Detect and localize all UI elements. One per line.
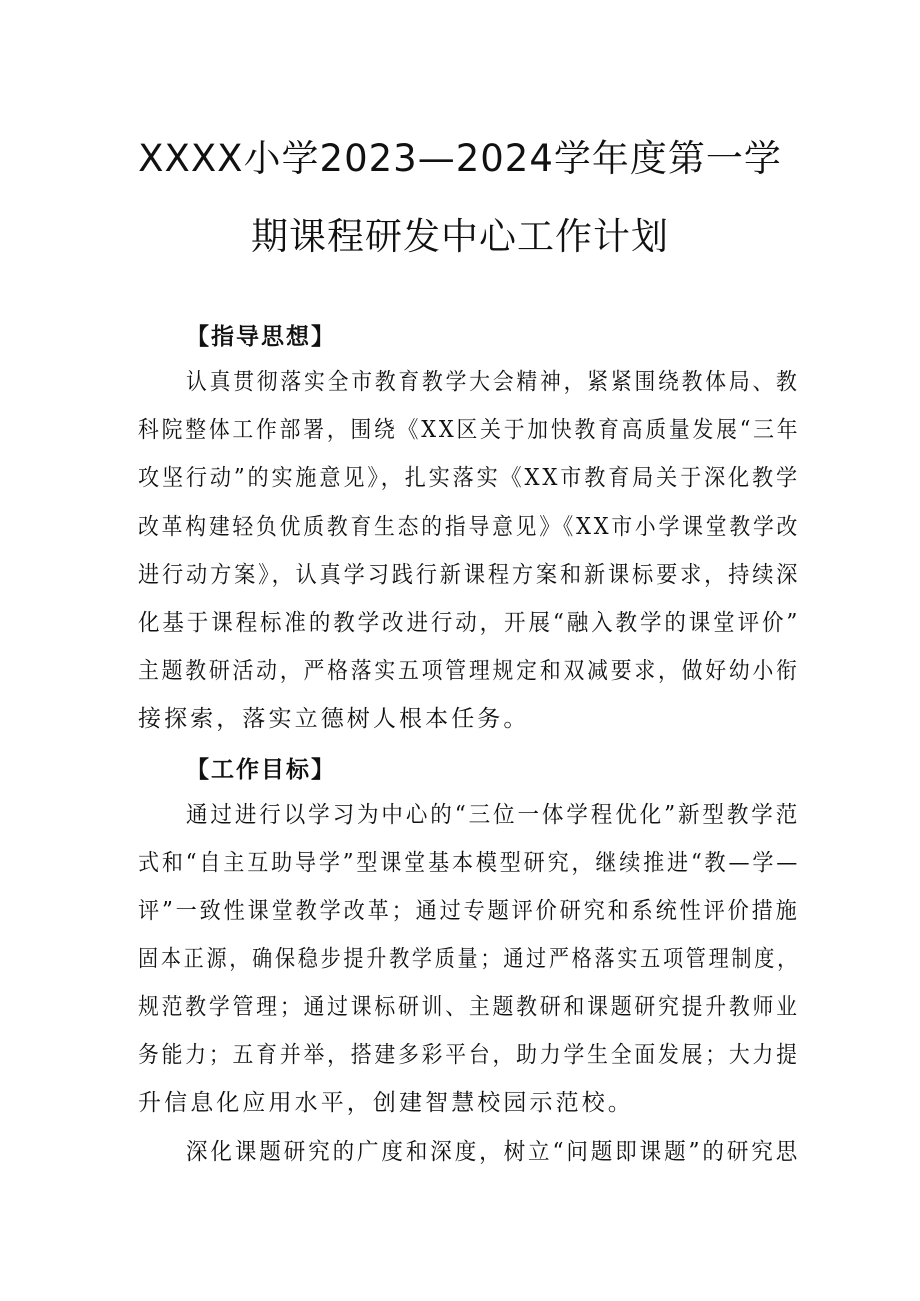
- paragraph-line: 化基于课程标准的教学改进行动，开展“融入教学的课堂评价”: [138, 610, 801, 636]
- paragraph-line: 升信息化应用水平，创建智慧校园示范校。: [138, 1090, 634, 1116]
- paragraph-line: 深化课题研究的广度和深度，树立“问题即课题”的研究思: [186, 1139, 801, 1165]
- paragraph-line: 科院整体工作部署，围绕《XX区关于加快教育高质量发展“三年: [138, 417, 801, 443]
- paragraph-line: 改革构建轻负优质教育生态的指导意见》《XX市小学课堂教学改: [138, 514, 801, 540]
- paragraph-line: 攻坚行动”的实施意见》，扎实落实《XX市教育局关于深化教学: [138, 465, 800, 491]
- section-heading-work-goals: 【工作目标】: [186, 757, 336, 783]
- paragraph-line: 接探索，落实立德树人根本任务。: [138, 706, 530, 732]
- paragraph-line: 通过进行以学习为中心的“三位一体学程优化”新型教学范: [186, 802, 801, 828]
- paragraph-line: 固本正源，确保稳步提升教学质量；通过严格落实五项管理制度，: [138, 946, 800, 972]
- document-title-line-2: 期课程研发中心工作计划: [251, 215, 669, 258]
- paragraph-line: 式和“自主互助导学”型课堂基本模型研究，继续推进“教—学—: [138, 850, 801, 876]
- paragraph-line: 评”一致性课堂教学改革；通过专题评价研究和系统性评价措施: [138, 898, 800, 924]
- paragraph-line: 认真贯彻落实全市教育教学大会精神，紧紧围绕教体局、教: [186, 369, 800, 395]
- document-title-line-1: XXXX小学2023—2024学年度第一学: [138, 137, 782, 180]
- paragraph-line: 务能力；五育并举，搭建多彩平台，助力学生全面发展；大力提: [138, 1042, 800, 1068]
- section-heading-guiding-ideology: 【指导思想】: [186, 324, 336, 350]
- paragraph-line: 规范教学管理；通过课标研训、主题教研和课题研究提升教师业: [138, 994, 800, 1020]
- paragraph-line: 进行动方案》，认真学习践行新课程方案和新课标要求，持续深: [138, 562, 801, 588]
- paragraph-line: 主题教研活动，严格落实五项管理规定和双减要求，做好幼小衔: [138, 658, 800, 684]
